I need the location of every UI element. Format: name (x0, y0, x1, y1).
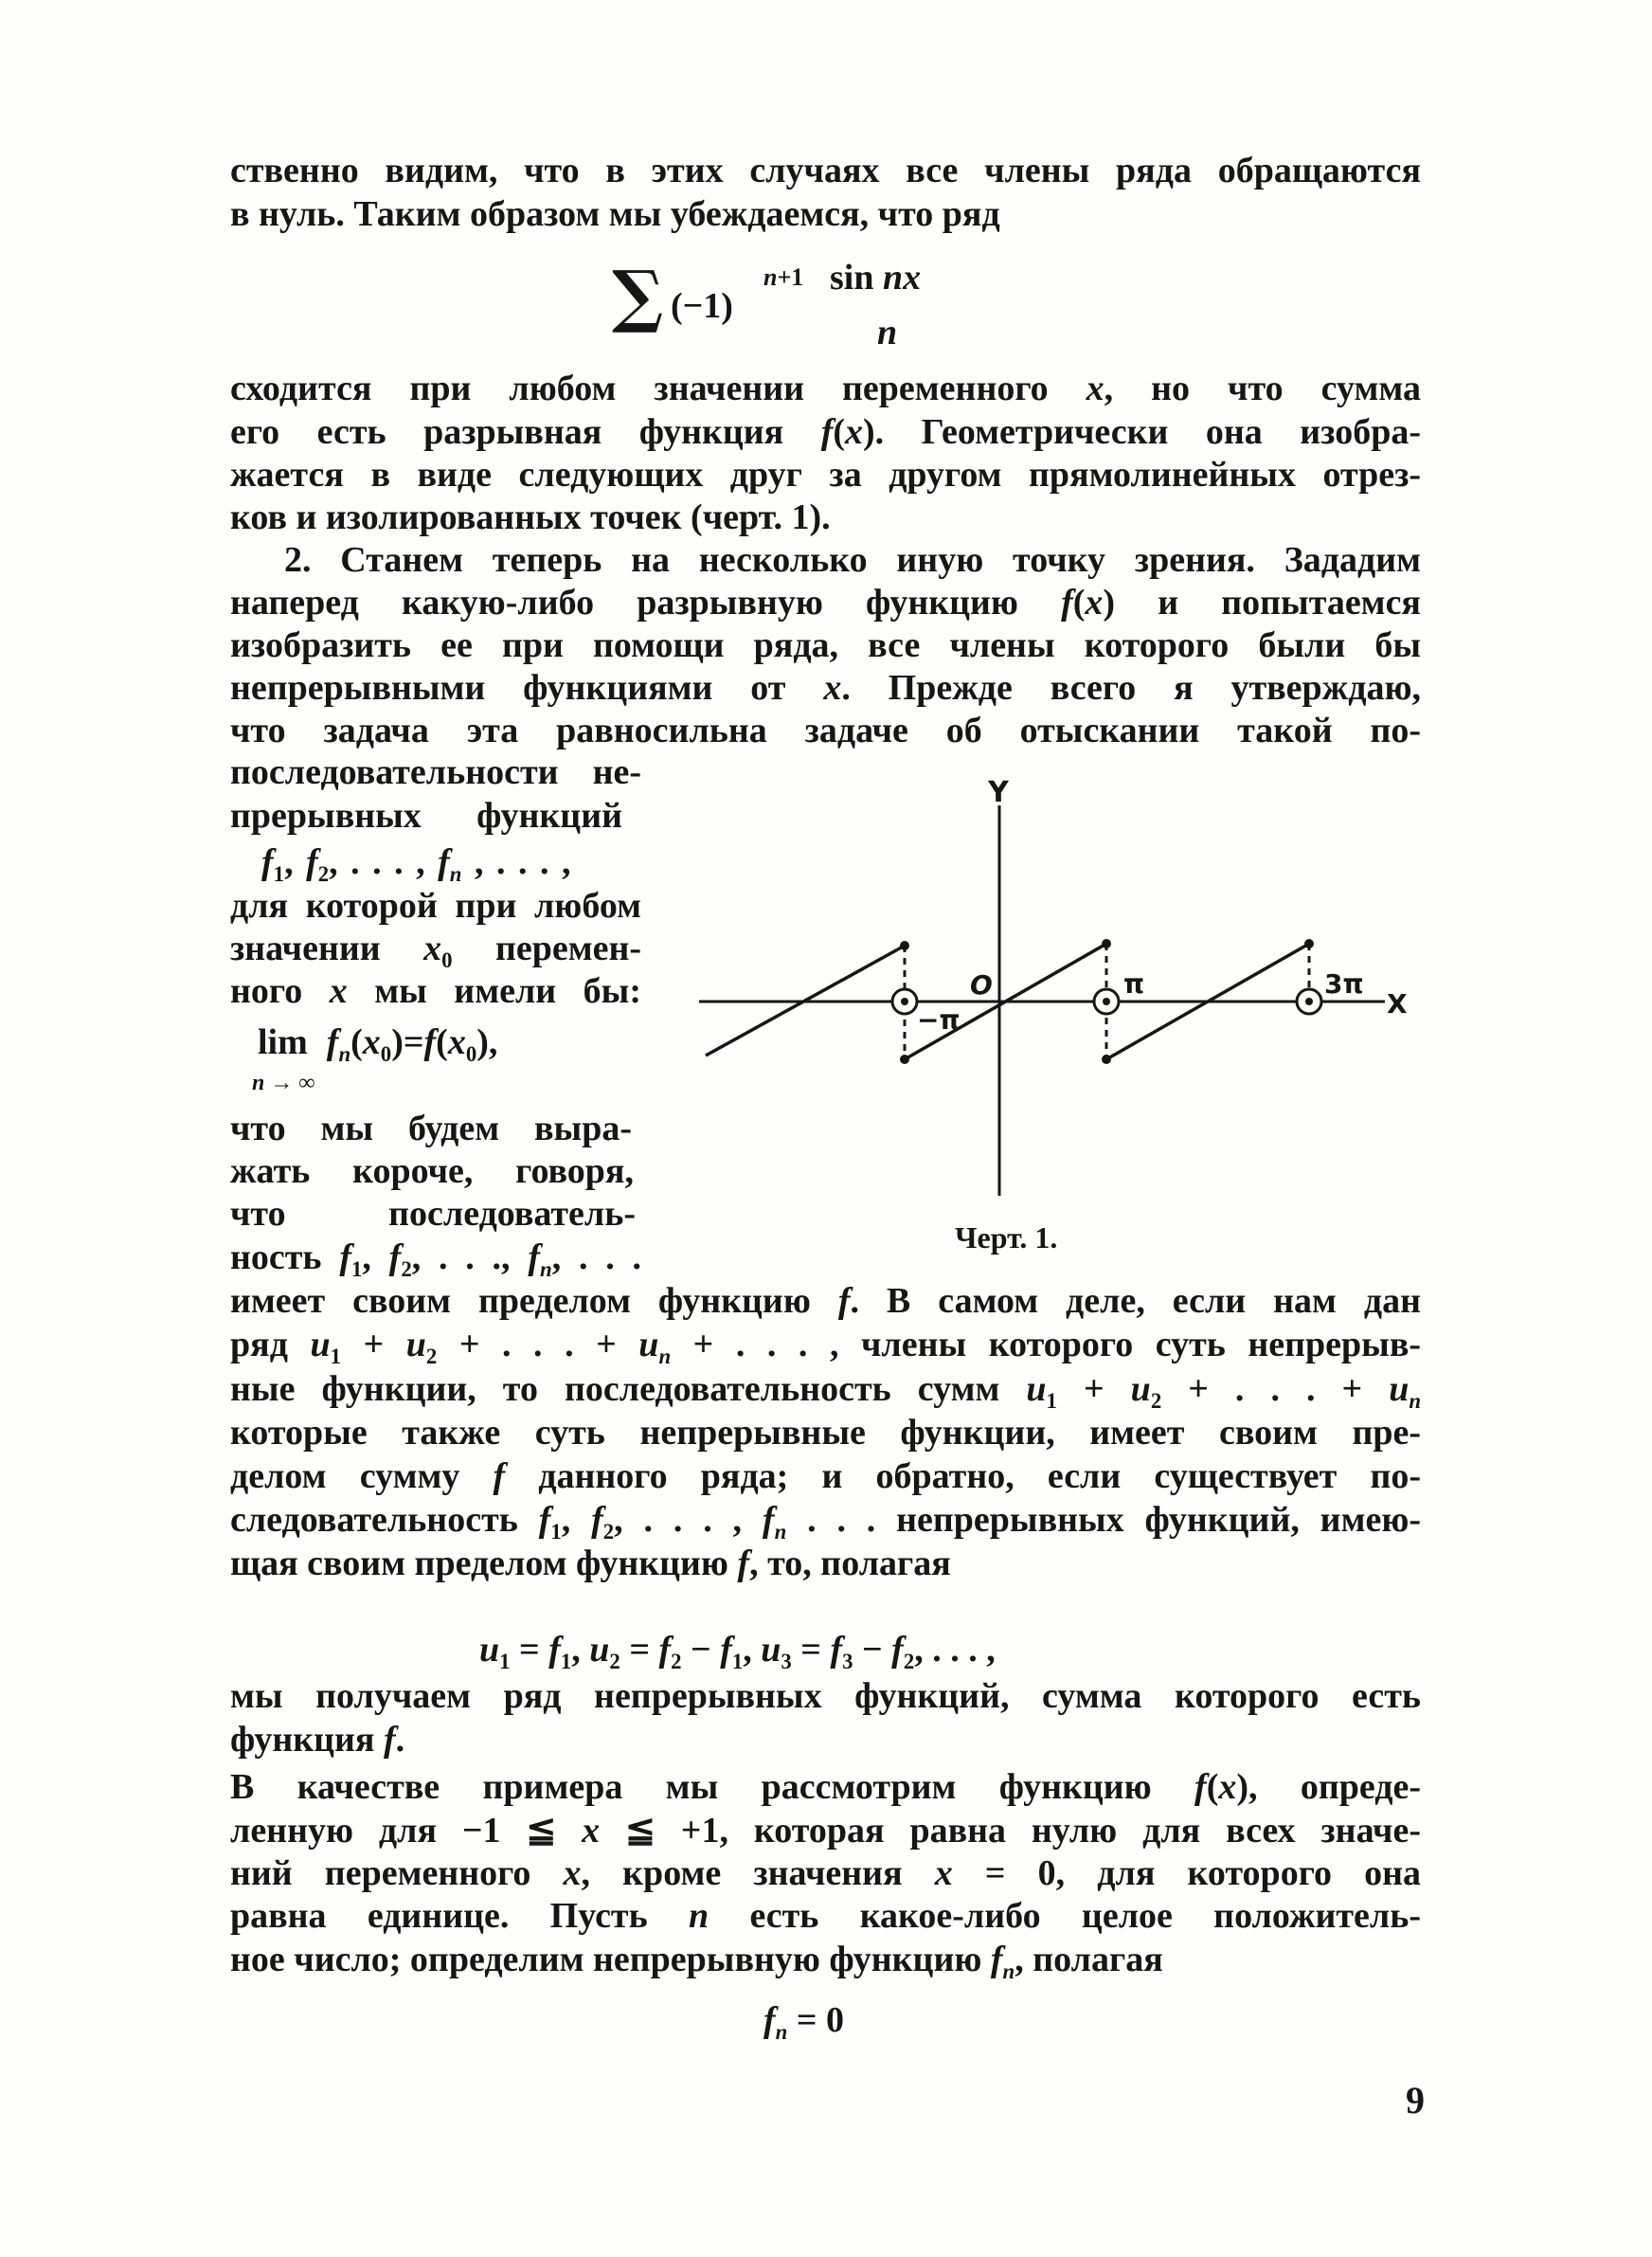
text: функция (230, 1720, 384, 1760)
text: . Прежде всего я утверждаю, (841, 668, 1421, 708)
text: , (561, 1500, 592, 1540)
math-var: x (1086, 369, 1104, 408)
text: для которой при любом (230, 886, 641, 926)
text-line (230, 1674, 1421, 1718)
math-var: f (990, 1940, 1003, 1979)
tick-label-3pi: 3π (1324, 968, 1364, 1000)
text: , . . . , (914, 1630, 996, 1670)
math-var: f (1194, 1767, 1207, 1807)
text: его есть разрывная функция (230, 412, 821, 452)
subscript: 2 (1150, 1388, 1162, 1413)
text: ленную для −1 ≦ (230, 1811, 583, 1851)
math-var: f (423, 1022, 437, 1062)
isolated-point-dot (1305, 998, 1313, 1005)
text-line (230, 1279, 1421, 1323)
math-var: x (845, 412, 864, 452)
math-var: n (763, 263, 778, 291)
text: , (743, 1630, 762, 1670)
text: , . . ., (411, 1237, 529, 1277)
text: ( (833, 412, 846, 452)
math-var: u (638, 1325, 659, 1364)
text: ные функции, то последовательность сумм (230, 1369, 1027, 1409)
text-line (230, 1938, 1421, 1981)
figure-caption: Черт. 1. (955, 1220, 1058, 1255)
text: непрерывными функциями от (230, 668, 824, 708)
text-line (230, 1809, 1421, 1852)
text: sin (830, 258, 883, 298)
text: . В самом деле, если нам дан (850, 1281, 1421, 1321)
math-var: x (423, 929, 442, 968)
text: ≦ +1, которая равна нулю для всех значе- (600, 1811, 1422, 1851)
subscript: 1 (350, 1256, 363, 1281)
math-var: f (830, 1630, 843, 1670)
text: ( (1206, 1767, 1219, 1807)
subscript: 3 (842, 1649, 853, 1673)
text: + . . . , члены которого суть непрерыв- (671, 1325, 1422, 1364)
text-line (230, 1323, 1421, 1366)
text: = 0 (787, 2000, 844, 2040)
math-var: x (823, 668, 842, 708)
endpoint-dot (900, 941, 909, 950)
text: В качестве примера мы рассмотрим функцию (230, 1767, 1195, 1807)
math-var: f (591, 1500, 603, 1540)
math-var: f (388, 1237, 402, 1277)
text: ственно видим, что в этих случаях все члены ряда обращаются (230, 151, 1421, 190)
text: , (362, 1237, 389, 1277)
tick-label-pi: π (1123, 968, 1145, 1000)
text: ) и попытаемся (1103, 583, 1421, 623)
endpoint-dot (1102, 939, 1111, 948)
text: , но что сумма (1104, 369, 1421, 408)
math-var: u (1026, 1369, 1047, 1409)
text-line (230, 1367, 1421, 1411)
math-var: f (306, 842, 318, 882)
text: ков и изолированных точек (черт. 1). (230, 497, 831, 537)
text: , . . . , (461, 842, 571, 882)
math-var: u (310, 1325, 331, 1364)
subscript: 1 (330, 1344, 341, 1368)
math-var: x (1085, 583, 1104, 623)
text: = (791, 1630, 831, 1670)
text: . (395, 1720, 405, 1760)
text: , кроме значения (581, 1853, 935, 1893)
text: − (853, 1630, 892, 1670)
text: имеет своим пределом функцию (230, 1281, 838, 1321)
subscript: 1 (1046, 1388, 1057, 1413)
subscript: 2 (401, 1256, 412, 1281)
subscript: 1 (499, 1649, 511, 1673)
subscript: 0 (380, 1041, 392, 1066)
subscript: 1 (273, 861, 285, 886)
math-var: f (737, 1544, 750, 1583)
math-var: n (252, 1071, 265, 1095)
subscript: 0 (441, 948, 453, 972)
text: жается в виде следующих друг за другом прямолинейных отрез- (230, 455, 1421, 495)
x-axis-label: X (1387, 988, 1408, 1020)
endpoint-dot (1304, 939, 1314, 948)
text: ряд (230, 1325, 311, 1364)
endpoint-dot (900, 1055, 909, 1064)
math-var: u (1389, 1369, 1410, 1409)
subscript: n (338, 1041, 351, 1066)
text: 2. Станем теперь на несколько иную точку зрения. Зададим (284, 540, 1421, 580)
isolated-point-dot (901, 998, 908, 1005)
text: наперед какую-либо разрывную функцию (230, 583, 1062, 623)
text: прерывных функций (230, 796, 622, 836)
text-line (230, 1718, 1421, 1761)
subscript: n (774, 1519, 787, 1544)
math-var: f (837, 1281, 851, 1321)
text: ного (230, 971, 330, 1011)
math-var: x (582, 1811, 601, 1851)
text: + . . . + (1161, 1369, 1390, 1409)
text: → ∞ (264, 1071, 315, 1095)
text: , (284, 842, 307, 882)
text: что задача эта равносильна задаче об отыскании такой по- (230, 711, 1421, 750)
math-var: f (538, 1500, 551, 1540)
text: ( (350, 1022, 363, 1062)
page-number: 9 (1406, 2079, 1425, 2122)
subscript: 2 (903, 1649, 915, 1673)
math-var: f (763, 2000, 776, 2040)
math-var: f (339, 1237, 351, 1277)
math-var: f (548, 1630, 561, 1670)
text: ( (436, 1022, 448, 1062)
text: последовательности не- (230, 752, 641, 792)
text: следовательность (230, 1500, 539, 1540)
text: сходится при любом значении переменного (230, 369, 1086, 408)
text-line (230, 1851, 1421, 1895)
text-line (230, 1454, 1421, 1498)
text: перемен- (452, 929, 641, 968)
math-var: x (447, 1022, 466, 1062)
text-line (230, 1498, 1421, 1542)
subscript: n (540, 1256, 552, 1281)
math-var: f (720, 1630, 732, 1670)
text: ), опреде- (1236, 1767, 1422, 1807)
math-var: f (438, 842, 450, 882)
subscript: n (658, 1344, 672, 1368)
text: , то, полагая (749, 1544, 951, 1583)
text: = (620, 1630, 659, 1670)
math-var: f (1061, 583, 1073, 623)
math-var: x (1218, 1767, 1237, 1807)
math-var: u (589, 1630, 610, 1670)
text: , . . . (551, 1237, 642, 1277)
text: , (571, 1630, 590, 1670)
text: +1 (777, 263, 804, 291)
math-var: x (563, 1853, 582, 1893)
text: мы имели бы: (347, 971, 641, 1011)
text: + . . . + (437, 1325, 639, 1364)
text: ), (476, 1022, 498, 1062)
y-axis-label: Y (988, 776, 1009, 809)
summation-sign: ∑ (612, 255, 664, 335)
text: данного ряда; и обратно, если существует по- (505, 1456, 1422, 1496)
math-var: f (493, 1456, 506, 1496)
subscript: 1 (731, 1649, 744, 1673)
isolated-point-dot (1103, 998, 1110, 1005)
text: , полагая (1015, 1940, 1163, 1979)
math-var: x (362, 1022, 381, 1062)
math-var: f (891, 1630, 904, 1670)
math-var: f (383, 1720, 396, 1760)
formula-denominator: n (877, 313, 898, 352)
math-var: nx (882, 258, 922, 298)
text: )= (391, 1022, 424, 1062)
math-var: u (1130, 1369, 1151, 1409)
text: ). Геометрически она изобра- (863, 412, 1421, 452)
math-var: f (261, 842, 274, 882)
text: которые также суть непрерывные функции, имеет своим пре- (230, 1413, 1421, 1453)
math-var: x (329, 971, 348, 1011)
text: ность (230, 1237, 340, 1277)
text: ное число; определим непрерывную функцию (230, 1940, 991, 1979)
text: − (681, 1630, 721, 1670)
limit-operator: lim (258, 1022, 308, 1062)
text-line (230, 1411, 1421, 1454)
math-var: f (658, 1630, 672, 1670)
text: + (341, 1325, 406, 1364)
text: делом сумму (230, 1456, 494, 1496)
subscript: 0 (465, 1041, 477, 1066)
text: мы получаем ряд непрерывных функций, сумма которого есть (230, 1676, 1421, 1716)
text: = (510, 1630, 549, 1670)
substitution-formula (479, 1628, 996, 1671)
math-var: f (528, 1237, 540, 1277)
subscript: 2 (425, 1344, 438, 1368)
subscript: n (775, 2019, 788, 2044)
text: , . . . , (329, 842, 439, 882)
subscript: 1 (560, 1649, 572, 1673)
subscript: 1 (550, 1519, 562, 1544)
subscript: n (1002, 1959, 1015, 1983)
math-var: u (761, 1630, 781, 1670)
subscript: n (449, 861, 462, 886)
text: жать короче, говоря, (230, 1151, 634, 1191)
endpoint-dot (1102, 1055, 1111, 1064)
formula-base: (−1) (671, 286, 733, 326)
text-line (230, 1765, 1421, 1809)
text: ний переменного (230, 1853, 564, 1893)
subscript: 3 (781, 1649, 792, 1673)
text-line (230, 1542, 1421, 1585)
text-line (230, 1894, 1421, 1938)
text: есть какое-либо целое положитель- (709, 1896, 1421, 1936)
origin-label: O (970, 969, 993, 1001)
subscript: 2 (609, 1649, 620, 1673)
subscript: 2 (317, 861, 330, 886)
text: = 0, для которого она (952, 1853, 1422, 1893)
text: значении (230, 929, 424, 968)
math-var: f (820, 412, 834, 452)
math-var: n (689, 1896, 709, 1936)
text: . . . непрерывных функций, имею- (786, 1500, 1422, 1540)
text: равна единице. Пусть (230, 1896, 689, 1936)
definition-formula (763, 1998, 844, 2042)
text: + (1056, 1369, 1131, 1409)
text: в нуль. Таким образом мы убеждаемся, что ряд (230, 194, 1000, 234)
tick-label-neg-pi: −π (917, 1004, 961, 1036)
math-var: f (762, 1500, 775, 1540)
math-var: u (405, 1325, 426, 1364)
text: что мы будем выра- (230, 1109, 632, 1148)
text: щая своим пределом функцию (230, 1544, 738, 1583)
text: ( (1072, 583, 1086, 623)
math-var: x (934, 1853, 953, 1893)
text: изобразить ее при помощи ряда, все члены которого были бы (230, 625, 1421, 665)
subscript: n (1409, 1388, 1422, 1413)
math-var: f (326, 1022, 339, 1062)
subscript: 2 (671, 1649, 682, 1673)
text: , . . . , (614, 1500, 763, 1540)
text: что последователь- (230, 1194, 636, 1234)
subscript: 2 (602, 1519, 615, 1544)
math-var: u (479, 1630, 500, 1670)
